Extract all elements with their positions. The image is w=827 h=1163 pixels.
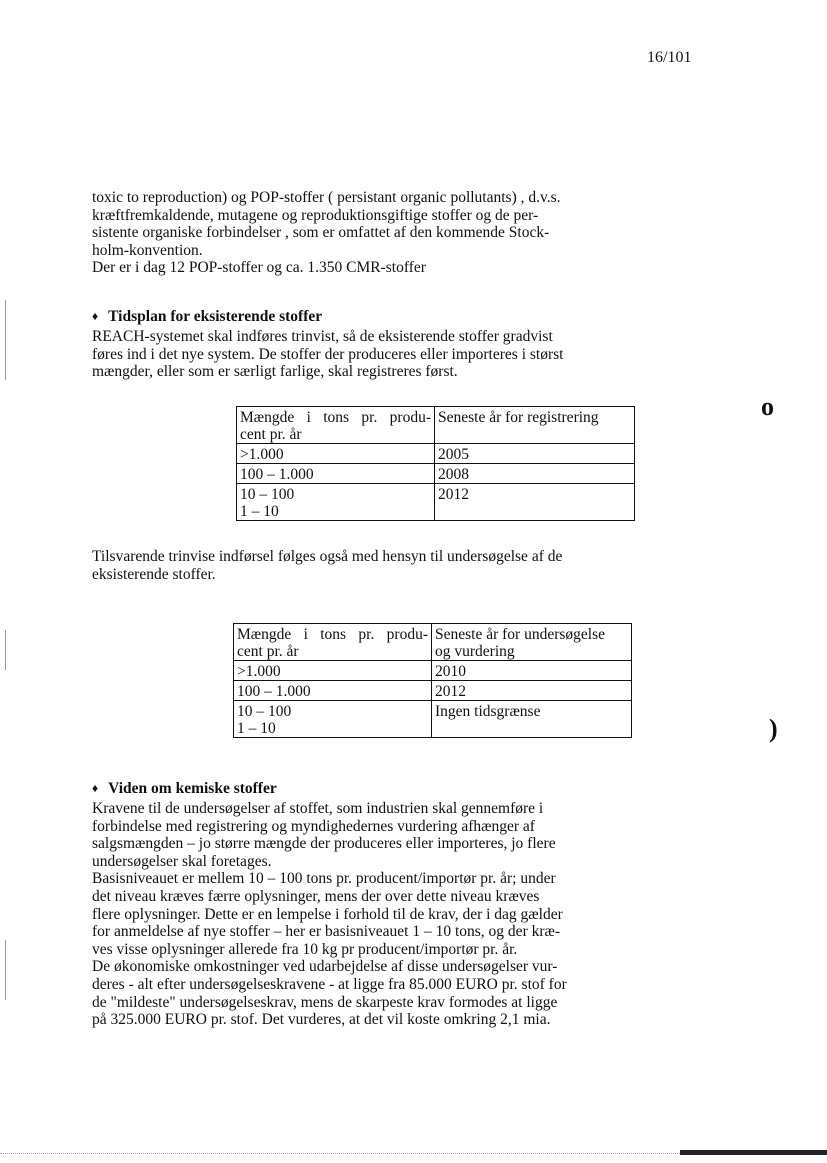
- table-cell: 2012: [432, 681, 632, 701]
- scan-edge-line: [680, 1150, 827, 1155]
- text-line: kræftfremkaldende, mutagene og reproduktionsgiftige stoffer og de per-: [92, 206, 539, 224]
- text-line: toxic to reproduction) og POP-stoffer ( persistant organic pollutants) , d.v.s.: [92, 189, 561, 206]
- table-cell: 2010: [432, 661, 632, 681]
- diamond-bullet-icon: ♦: [92, 309, 99, 323]
- text-line: mængder, eller som er særligt farlige, skal registreres først.: [92, 363, 458, 381]
- text-line: for anmeldelse af nye stoffer – her er basisniveauet 1 – 10 tons, og der kræ-: [92, 923, 561, 941]
- heading-text: Viden om kemiske stoffer: [108, 780, 277, 797]
- section-heading-tidsplan: [92, 308, 322, 326]
- table-header-cell: Mængde i tons pr. produ- cent pr. år: [234, 624, 432, 661]
- tidsplan-paragraph: [92, 328, 612, 381]
- text-line: forbindelse med registrering og myndighedernes vurdering afhænger af: [92, 817, 535, 835]
- text-line: det niveau kræves færre oplysninger, mens der over dette niveau kræves: [92, 887, 540, 905]
- scan-edge-line: [5, 630, 6, 670]
- heading-text: Tidsplan for eksisterende stoffer: [108, 308, 323, 325]
- between-paragraph: [92, 548, 612, 583]
- viden-paragraph: [92, 800, 612, 1029]
- text-line: sistente organiske forbindelser , som er omfattet af den kommende Stock-: [92, 224, 550, 242]
- intro-paragraph: [92, 189, 612, 277]
- text-line: eksisterende stoffer.: [92, 565, 216, 583]
- text-line: REACH-systemet skal indføres trinvist, så de eksisterende stoffer gradvist: [92, 328, 553, 345]
- text-line: deres - alt efter undersøgelseskravene - at ligge fra 85.000 EURO pr. stof for: [92, 975, 567, 993]
- text-line: ves visse oplysninger allerede fra 10 kg pr producent/importør pr. år.: [92, 940, 518, 958]
- table-cell: >1.000: [237, 444, 435, 464]
- table-row: [234, 701, 632, 738]
- table-cell: 10 – 100 1 – 10: [234, 701, 432, 738]
- scan-edge-line: [0, 1153, 680, 1154]
- table-cell: >1.000: [234, 661, 432, 681]
- text-line: Tilsvarende trinvise indførsel følges også med hensyn til undersøgelse af de: [92, 548, 563, 565]
- table-row: [234, 681, 632, 701]
- page-number: 16/101: [647, 49, 692, 66]
- table-header-row: [237, 407, 635, 444]
- table-header-row: [234, 624, 632, 661]
- scan-edge-line: [5, 300, 6, 380]
- table-row: [237, 484, 635, 521]
- table-header-cell: Seneste år for registrering: [435, 407, 635, 444]
- table-cell: 100 – 1.000: [237, 464, 435, 484]
- text-line: holm-konvention.: [92, 241, 203, 259]
- table-cell: 100 – 1.000: [234, 681, 432, 701]
- text-line: Basisniveauet er mellem 10 – 100 tons pr. producent/importør pr. år; under: [92, 870, 556, 888]
- table-header-cell: Mængde i tons pr. produ- cent pr. år: [237, 407, 435, 444]
- assessment-table: [233, 623, 632, 738]
- table-header-cell: Seneste år for undersøgelse og vurdering: [432, 624, 632, 661]
- table-row: [234, 661, 632, 681]
- table-row: [237, 444, 635, 464]
- text-line: Kravene til de undersøgelser af stoffet, som industrien skal gennemføre i: [92, 800, 544, 817]
- registration-table: [236, 406, 635, 521]
- text-line: de "mildeste" undersøgelseskrav, mens de skarpeste krav formodes at ligge: [92, 993, 558, 1011]
- table-cell: 2005: [435, 444, 635, 464]
- text-line: De økonomiske omkostninger ved udarbejdelse af disse undersøgelser vur-: [92, 958, 558, 976]
- table-cell: 2008: [435, 464, 635, 484]
- text-line: salgsmængden – jo større mængde der produceres eller importeres, jo flere: [92, 835, 556, 853]
- margin-mark: o: [761, 392, 774, 421]
- section-heading-viden: [92, 780, 277, 798]
- table-cell: 10 – 100 1 – 10: [237, 484, 435, 521]
- text-line: på 325.000 EURO pr. stof. Det vurderes, at det vil koste omkring 2,1 mia.: [92, 1011, 551, 1029]
- text-line: undersøgelser skal foretages.: [92, 852, 272, 870]
- text-line: Der er i dag 12 POP-stoffer og ca. 1.350 CMR-stoffer: [92, 259, 426, 277]
- text-line: føres ind i det nye system. De stoffer der produceres eller importeres i størst: [92, 345, 564, 363]
- text-line: flere oplysninger. Dette er en lempelse i forhold til de krav, der i dag gælder: [92, 905, 563, 923]
- margin-mark: ): [769, 714, 778, 743]
- table-cell: 2012: [435, 484, 635, 521]
- scan-edge-line: [5, 940, 6, 1000]
- table-cell: Ingen tidsgrænse: [432, 701, 632, 738]
- table-row: [237, 464, 635, 484]
- diamond-bullet-icon: ♦: [92, 781, 99, 795]
